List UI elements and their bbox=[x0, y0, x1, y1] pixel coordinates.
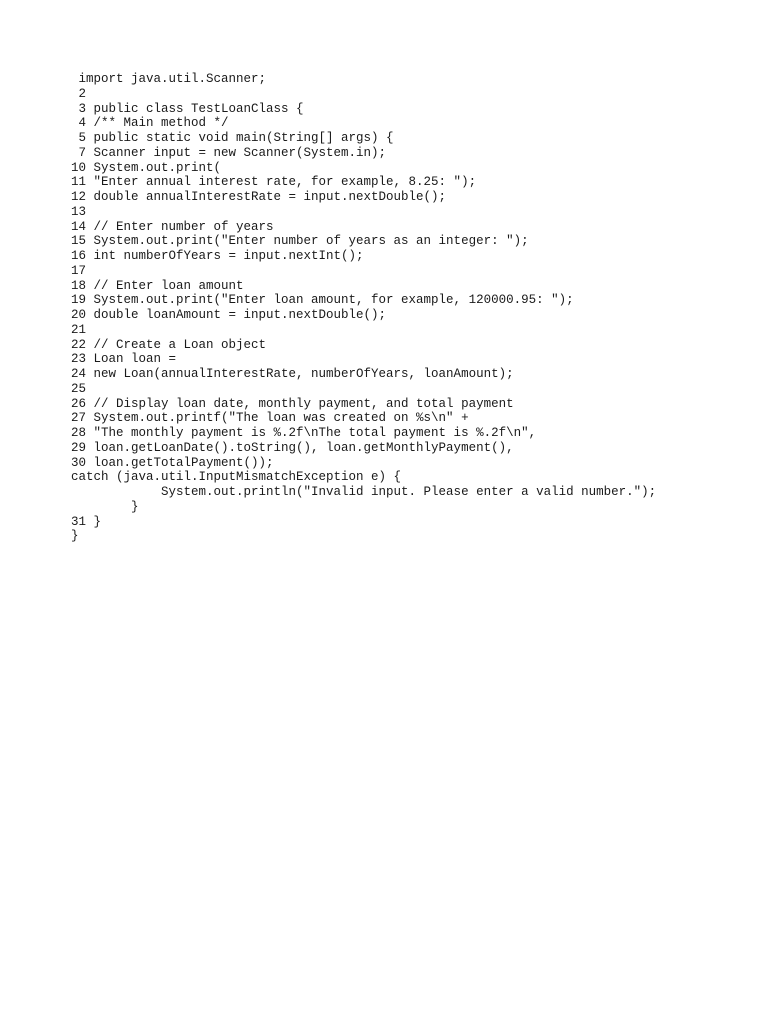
code-line: 19 System.out.print("Enter loan amount, for example, 120000.95: "); bbox=[71, 293, 574, 308]
code-line: 29 loan.getLoanDate().toString(), loan.getMonthlyPayment(), bbox=[71, 440, 514, 455]
code-line: 13 bbox=[71, 204, 87, 219]
code-line: 27 System.out.printf("The loan was created on %s\n" + bbox=[71, 411, 469, 426]
code-line: 18 // Enter loan amount bbox=[71, 278, 244, 293]
code-line: 23 Loan loan = bbox=[71, 352, 177, 367]
code-line: 25 bbox=[71, 381, 87, 396]
code-line: import java.util.Scanner; bbox=[71, 72, 267, 86]
code-line: 3 public class TestLoanClass { bbox=[71, 101, 304, 116]
code-line: 16 int numberOfYears = input.nextInt(); bbox=[71, 249, 364, 263]
code-line: 7 Scanner input = new Scanner(System.in); bbox=[71, 145, 387, 160]
code-line: 28 "The monthly payment is %.2f\nThe total payment is %.2f\n", bbox=[71, 426, 537, 440]
code-line: 30 loan.getTotalPayment()); bbox=[71, 455, 274, 470]
code-listing bbox=[71, 72, 656, 544]
code-line: 22 // Create a Loan object bbox=[71, 337, 267, 352]
code-line: System.out.println("Invalid input. Please enter a valid number."); bbox=[71, 485, 657, 499]
code-line: 4 /** Main method */ bbox=[71, 116, 229, 131]
code-line: 15 System.out.print("Enter number of years as an integer: "); bbox=[71, 234, 529, 249]
code-line: 21 bbox=[71, 322, 87, 337]
code-line: 14 // Enter number of years bbox=[71, 219, 274, 234]
code-line: 5 public static void main(String[] args) { bbox=[71, 131, 394, 145]
code-line: 20 double loanAmount = input.nextDouble(); bbox=[71, 308, 387, 322]
code-line: 10 System.out.print( bbox=[71, 160, 222, 175]
code-line: 31 } bbox=[71, 514, 102, 529]
code-line: catch (java.util.InputMismatchException e) { bbox=[71, 470, 402, 485]
code-line: } bbox=[71, 499, 139, 514]
code-line: } bbox=[71, 529, 79, 544]
code-line: 24 new Loan(annualInterestRate, numberOfYears, loanAmount); bbox=[71, 367, 514, 381]
code-line: 2 bbox=[71, 86, 87, 101]
code-line: 26 // Display loan date, monthly payment, and total payment bbox=[71, 396, 514, 411]
code-line: 11 "Enter annual interest rate, for example, 8.25: "); bbox=[71, 175, 477, 190]
code-line: 12 double annualInterestRate = input.nextDouble(); bbox=[71, 190, 447, 204]
code-line: 17 bbox=[71, 263, 87, 278]
